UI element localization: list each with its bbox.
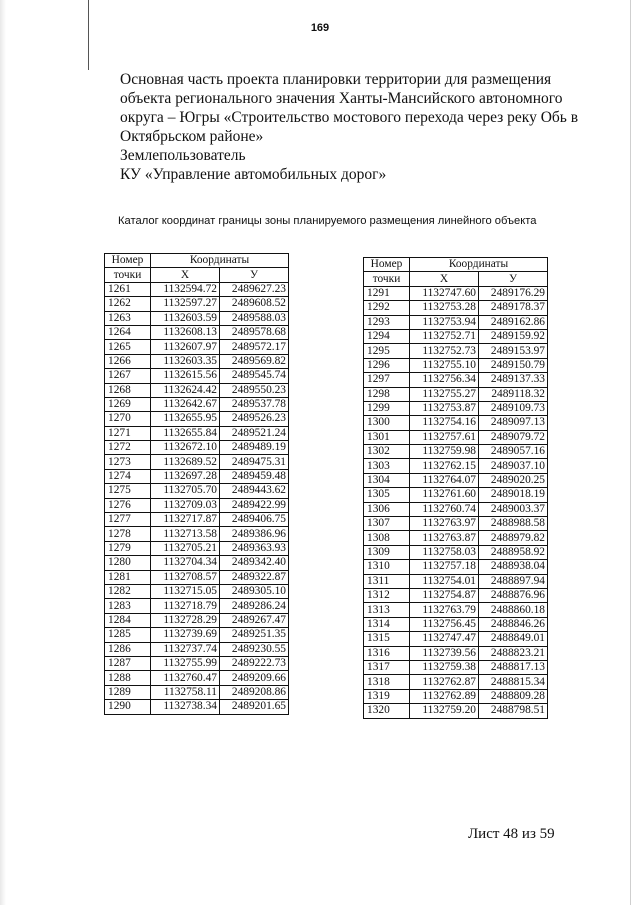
coord-x: 1132754.01: [410, 574, 479, 588]
table-row: [364, 315, 548, 329]
coord-y: 2488809.28: [479, 689, 548, 703]
coord-y: 2489097.13: [479, 416, 548, 430]
header-point: точки: [364, 272, 410, 286]
table-row: [364, 632, 548, 646]
table-row: [105, 685, 289, 699]
point-number: 1270: [105, 412, 151, 426]
coord-y: 2489305.10: [220, 584, 289, 598]
table-row: [364, 531, 548, 545]
coord-x: 1132747.60: [410, 286, 479, 300]
table-row: [105, 584, 289, 598]
point-number: 1278: [105, 527, 151, 541]
table-row: [364, 646, 548, 660]
coord-y: 2488823.21: [479, 646, 548, 660]
table-row: [105, 426, 289, 440]
coord-y: 2489222.73: [220, 656, 289, 670]
coord-y: 2489118.32: [479, 387, 548, 401]
coord-y: 2489230.55: [220, 642, 289, 656]
table-row: [364, 502, 548, 516]
table-row: [364, 373, 548, 387]
coord-y: 2489057.16: [479, 445, 548, 459]
point-number: 1318: [364, 675, 410, 689]
coord-x: 1132755.10: [410, 358, 479, 372]
coord-x: 1132753.87: [410, 401, 479, 415]
land-user-name: КУ «Управление автомобильных дорог»: [120, 166, 387, 183]
coord-y: 2488876.96: [479, 588, 548, 602]
table-row: [105, 642, 289, 656]
point-number: 1267: [105, 369, 151, 383]
header-x: X: [410, 272, 479, 286]
coord-y: 2489550.23: [220, 383, 289, 397]
coord-x: 1132755.99: [151, 656, 220, 670]
point-number: 1320: [364, 704, 410, 718]
table-row: [364, 617, 548, 631]
point-number: 1272: [105, 441, 151, 455]
coord-y: 2489545.74: [220, 369, 289, 383]
coord-y: 2489037.10: [479, 459, 548, 473]
table-body-left: [105, 282, 289, 714]
coord-x: 1132672.10: [151, 441, 220, 455]
header-number: Номер: [105, 254, 151, 268]
coord-y: 2489018.19: [479, 488, 548, 502]
coord-y: 2489286.24: [220, 599, 289, 613]
coord-y: 2489159.92: [479, 329, 548, 343]
point-number: 1262: [105, 297, 151, 311]
table-row: [105, 297, 289, 311]
point-number: 1314: [364, 617, 410, 631]
header-y: У: [479, 272, 548, 286]
coord-x: 1132760.74: [410, 502, 479, 516]
point-number: 1311: [364, 574, 410, 588]
coord-x: 1132715.05: [151, 584, 220, 598]
coord-x: 1132763.97: [410, 517, 479, 531]
table-row: [105, 455, 289, 469]
coord-y: 2488958.92: [479, 545, 548, 559]
table-row: [364, 689, 548, 703]
table-row: [364, 329, 548, 343]
coord-x: 1132705.21: [151, 541, 220, 555]
table-row: [105, 599, 289, 613]
coord-x: 1132757.61: [410, 430, 479, 444]
coord-x: 1132624.42: [151, 383, 220, 397]
coord-x: 1132608.13: [151, 325, 220, 339]
point-number: 1298: [364, 387, 410, 401]
coord-y: 2489443.62: [220, 484, 289, 498]
coord-x: 1132713.58: [151, 527, 220, 541]
point-number: 1273: [105, 455, 151, 469]
table-row: [105, 369, 289, 383]
point-number: 1276: [105, 498, 151, 512]
table-row: [105, 700, 289, 714]
coord-y: 2489569.82: [220, 354, 289, 368]
table-row: [105, 556, 289, 570]
point-number: 1296: [364, 358, 410, 372]
point-number: 1284: [105, 613, 151, 627]
point-number: 1292: [364, 301, 410, 315]
table-row: [364, 488, 548, 502]
point-number: 1282: [105, 584, 151, 598]
coord-y: 2489137.33: [479, 373, 548, 387]
coord-x: 1132761.60: [410, 488, 479, 502]
coord-x: 1132708.57: [151, 570, 220, 584]
table-row: [105, 469, 289, 483]
coord-y: 2489020.25: [479, 473, 548, 487]
point-number: 1316: [364, 646, 410, 660]
coord-y: 2489572.17: [220, 340, 289, 354]
coord-y: 2489459.48: [220, 469, 289, 483]
table-row: [105, 628, 289, 642]
table-row: [105, 412, 289, 426]
sheet-counter: Лист 48 из 59: [468, 826, 555, 842]
table-row: [105, 527, 289, 541]
table-row: [364, 401, 548, 415]
right-edge-rule: [630, 0, 631, 905]
coord-x: 1132607.97: [151, 340, 220, 354]
header-point: точки: [105, 268, 151, 282]
coord-x: 1132603.35: [151, 354, 220, 368]
coord-y: 2489201.65: [220, 700, 289, 714]
coord-y: 2489422.99: [220, 498, 289, 512]
table-row: [105, 340, 289, 354]
coord-x: 1132755.27: [410, 387, 479, 401]
point-number: 1304: [364, 473, 410, 487]
table-row: [105, 397, 289, 411]
point-number: 1277: [105, 513, 151, 527]
table-row: [105, 325, 289, 339]
table-row: [364, 675, 548, 689]
coord-y: 2489342.40: [220, 556, 289, 570]
coord-x: 1132642.67: [151, 397, 220, 411]
coord-y: 2489363.93: [220, 541, 289, 555]
table-row: [364, 445, 548, 459]
coord-y: 2488938.04: [479, 560, 548, 574]
table-body-right: [364, 286, 548, 718]
coord-x: 1132739.56: [410, 646, 479, 660]
point-number: 1300: [364, 416, 410, 430]
table-row: [105, 513, 289, 527]
coord-y: 2488798.51: [479, 704, 548, 718]
coord-x: 1132756.45: [410, 617, 479, 631]
coord-y: 2489588.03: [220, 311, 289, 325]
document-heading: [120, 70, 590, 184]
point-number: 1286: [105, 642, 151, 656]
point-number: 1317: [364, 660, 410, 674]
coord-y: 2488988.58: [479, 517, 548, 531]
coord-y: 2489386.96: [220, 527, 289, 541]
coord-x: 1132757.18: [410, 560, 479, 574]
heading-line: Октябрьском районе»: [120, 128, 264, 145]
coord-x: 1132594.72: [151, 282, 220, 296]
coord-x: 1132759.38: [410, 660, 479, 674]
header-number: Номер: [364, 258, 410, 272]
coord-y: 2489003.37: [479, 502, 548, 516]
coord-x: 1132709.03: [151, 498, 220, 512]
point-number: 1310: [364, 560, 410, 574]
coord-y: 2489208.86: [220, 685, 289, 699]
table-row: [364, 416, 548, 430]
table-row: [364, 430, 548, 444]
point-number: 1285: [105, 628, 151, 642]
coord-x: 1132615.56: [151, 369, 220, 383]
table-row: [364, 574, 548, 588]
coord-y: 2489109.73: [479, 401, 548, 415]
coord-y: 2489153.97: [479, 344, 548, 358]
coord-x: 1132754.87: [410, 588, 479, 602]
point-number: 1319: [364, 689, 410, 703]
coord-y: 2489537.78: [220, 397, 289, 411]
point-number: 1306: [364, 502, 410, 516]
table-row: [105, 383, 289, 397]
coord-x: 1132704.34: [151, 556, 220, 570]
point-number: 1264: [105, 325, 151, 339]
coord-y: 2488897.94: [479, 574, 548, 588]
coord-y: 2489079.72: [479, 430, 548, 444]
point-number: 1265: [105, 340, 151, 354]
point-number: 1303: [364, 459, 410, 473]
point-number: 1289: [105, 685, 151, 699]
coord-y: 2488815.34: [479, 675, 548, 689]
coord-x: 1132759.20: [410, 704, 479, 718]
coord-x: 1132655.84: [151, 426, 220, 440]
table-row: [364, 301, 548, 315]
coord-y: 2489608.52: [220, 297, 289, 311]
coord-x: 1132758.11: [151, 685, 220, 699]
coord-x: 1132739.69: [151, 628, 220, 642]
point-number: 1294: [364, 329, 410, 343]
point-number: 1291: [364, 286, 410, 300]
point-number: 1301: [364, 430, 410, 444]
table-row: [364, 603, 548, 617]
point-number: 1308: [364, 531, 410, 545]
table-row: [105, 441, 289, 455]
coordinates-table-left: [104, 253, 289, 715]
coord-x: 1132763.79: [410, 603, 479, 617]
coord-y: 2489489.19: [220, 441, 289, 455]
coord-x: 1132738.34: [151, 700, 220, 714]
point-number: 1299: [364, 401, 410, 415]
coord-x: 1132760.47: [151, 671, 220, 685]
header-y: У: [220, 268, 289, 282]
binding-margin-line: [88, 0, 89, 70]
point-number: 1287: [105, 656, 151, 670]
point-number: 1268: [105, 383, 151, 397]
table-row: [364, 588, 548, 602]
coord-y: 2488849.01: [479, 632, 548, 646]
coord-y: 2489521.24: [220, 426, 289, 440]
coord-y: 2489627.23: [220, 282, 289, 296]
table-row: [105, 570, 289, 584]
table-row: [364, 473, 548, 487]
coord-x: 1132763.87: [410, 531, 479, 545]
table-row: [364, 286, 548, 300]
point-number: 1269: [105, 397, 151, 411]
point-number: 1307: [364, 517, 410, 531]
table-row: [105, 656, 289, 670]
coord-y: 2488979.82: [479, 531, 548, 545]
coord-y: 2489209.66: [220, 671, 289, 685]
coord-y: 2489251.35: [220, 628, 289, 642]
heading-line: Основная часть проекта планировки территории для размещения: [120, 71, 552, 88]
coord-y: 2489406.75: [220, 513, 289, 527]
table-row: [364, 517, 548, 531]
coord-x: 1132762.87: [410, 675, 479, 689]
point-number: 1315: [364, 632, 410, 646]
coord-x: 1132752.73: [410, 344, 479, 358]
point-number: 1305: [364, 488, 410, 502]
point-number: 1293: [364, 315, 410, 329]
header-coordinates: Координаты: [410, 258, 548, 272]
coord-x: 1132756.34: [410, 373, 479, 387]
coord-x: 1132764.07: [410, 473, 479, 487]
point-number: 1290: [105, 700, 151, 714]
point-number: 1297: [364, 373, 410, 387]
coord-x: 1132762.15: [410, 459, 479, 473]
table-row: [364, 660, 548, 674]
table-row: [364, 459, 548, 473]
table-row: [364, 358, 548, 372]
table-row: [364, 560, 548, 574]
coord-x: 1132728.29: [151, 613, 220, 627]
point-number: 1266: [105, 354, 151, 368]
coord-x: 1132697.28: [151, 469, 220, 483]
coord-y: 2488846.26: [479, 617, 548, 631]
coord-x: 1132689.52: [151, 455, 220, 469]
heading-line: округа – Югры «Строительство мостового перехода через реку Обь в: [120, 109, 579, 126]
table-row: [105, 498, 289, 512]
point-number: 1281: [105, 570, 151, 584]
coord-x: 1132737.74: [151, 642, 220, 656]
point-number: 1283: [105, 599, 151, 613]
table-row: [105, 541, 289, 555]
coord-x: 1132753.94: [410, 315, 479, 329]
coord-y: 2489150.79: [479, 358, 548, 372]
coord-x: 1132762.89: [410, 689, 479, 703]
point-number: 1309: [364, 545, 410, 559]
table-row: [364, 545, 548, 559]
coord-x: 1132747.47: [410, 632, 479, 646]
header-x: X: [151, 268, 220, 282]
point-number: 1280: [105, 556, 151, 570]
point-number: 1295: [364, 344, 410, 358]
table-row: [105, 671, 289, 685]
table-row: [364, 387, 548, 401]
table-row: [364, 344, 548, 358]
table-row: [364, 704, 548, 718]
coord-x: 1132717.87: [151, 513, 220, 527]
table-row: [105, 484, 289, 498]
table-row: [105, 311, 289, 325]
point-number: 1271: [105, 426, 151, 440]
coord-y: 2488817.13: [479, 660, 548, 674]
coord-y: 2489475.31: [220, 455, 289, 469]
coord-x: 1132655.95: [151, 412, 220, 426]
point-number: 1302: [364, 445, 410, 459]
point-number: 1261: [105, 282, 151, 296]
coord-y: 2489578.68: [220, 325, 289, 339]
coord-y: 2488860.18: [479, 603, 548, 617]
coord-y: 2489526.23: [220, 412, 289, 426]
point-number: 1313: [364, 603, 410, 617]
table-row: [105, 613, 289, 627]
coord-y: 2489176.29: [479, 286, 548, 300]
coord-x: 1132752.71: [410, 329, 479, 343]
coord-x: 1132759.98: [410, 445, 479, 459]
table-row: [105, 282, 289, 296]
coord-y: 2489267.47: [220, 613, 289, 627]
scan-edge-shadow: [0, 0, 6, 905]
coord-x: 1132754.16: [410, 416, 479, 430]
point-number: 1312: [364, 588, 410, 602]
coord-x: 1132603.59: [151, 311, 220, 325]
coord-x: 1132753.28: [410, 301, 479, 315]
coord-y: 2489178.37: [479, 301, 548, 315]
coord-x: 1132705.70: [151, 484, 220, 498]
table-row: [105, 354, 289, 368]
page-number: 169: [310, 22, 330, 34]
coord-y: 2489162.86: [479, 315, 548, 329]
coord-x: 1132718.79: [151, 599, 220, 613]
coord-x: 1132597.27: [151, 297, 220, 311]
coord-x: 1132758.03: [410, 545, 479, 559]
point-number: 1263: [105, 311, 151, 325]
point-number: 1279: [105, 541, 151, 555]
coord-y: 2489322.87: [220, 570, 289, 584]
coordinates-table-right: [363, 257, 548, 719]
point-number: 1288: [105, 671, 151, 685]
heading-line: объекта регионального значения Ханты-Мансийского автономного: [120, 90, 563, 107]
point-number: 1274: [105, 469, 151, 483]
header-coordinates: Координаты: [151, 254, 289, 268]
point-number: 1275: [105, 484, 151, 498]
land-user-label: Землепользователь: [120, 147, 246, 164]
table-caption: Каталог координат границы зоны планируемого размещения линейного объекта: [118, 215, 537, 227]
